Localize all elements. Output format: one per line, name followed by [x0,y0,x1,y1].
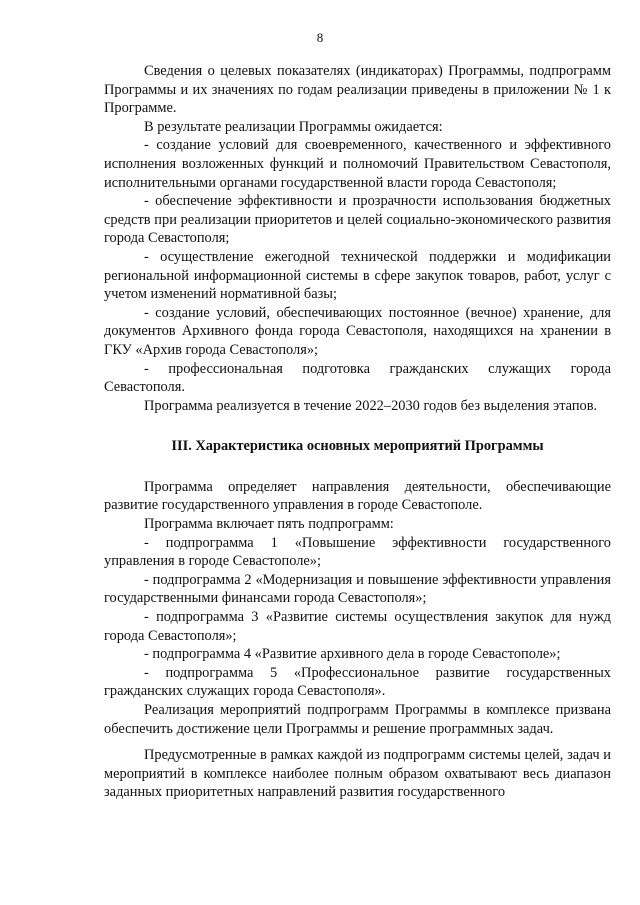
paragraph: Сведения о целевых показателях (индикаторах) Программы, подпрограмм Программы и их значениях по годам реализации приведены в приложении № 1 к Программе. [104,63,611,117]
paragraph: Программа определяет направления деятельности, обеспечивающие развитие государственного управления в городе Севастополе. [104,478,611,514]
paragraph: Предусмотренные в рамках каждой из подпрограмм системы целей, задач и мероприятий в комплексе наиболее полным образом охватывают весь диапазон заданных приоритетных направлений развития государственного [104,747,611,801]
list-item: - подпрограмма 4 «Развитие архивного дела в городе Севастополе»; [144,646,561,663]
list-item: - создание условий, обеспечивающих постоянное (вечное) хранение, для документов Архивного фонда города Севастополя, находящихся на хранении в ГКУ «Архив города Севастополя»; [104,304,611,358]
list-item: - подпрограмма 1 «Повышение эффективности государственного управления в городе Севастополе»; [104,534,611,570]
document-body [104,62,611,802]
section-heading: III. Характеристика основных мероприятий Программы [171,438,544,455]
list-item: - профессиональная подготовка гражданских служащих города Севастополя. [104,360,611,396]
paragraph: Программа включает пять подпрограмм: [144,516,394,533]
paragraph: В результате реализации Программы ожидается: [144,118,443,135]
page-number: 8 [316,30,324,45]
list-item: - осуществление ежегодной технической поддержки и модификации региональной информационной системы в сфере закупок товаров, работ, услуг с учетом изменений нормативной базы; [104,248,611,303]
list-item: - создание условий для своевременного, качественного и эффективного исполнения возложенных функций и полномочий Правительством Севастополя, исполнительными органами государственной власти города Севастополя; [104,137,611,191]
list-item: - подпрограмма 2 «Модернизация и повышение эффективности управления государственными финансами города Севастополя»; [104,571,611,607]
list-item: - обеспечение эффективности и прозрачности использования бюджетных средств при реализации приоритетов и целей социально-экономического развития города Севастополя; [104,193,611,247]
list-item: - подпрограмма 3 «Развитие системы осуществления закупок для нужд города Севастополя»; [104,609,611,644]
paragraph: Реализация мероприятий подпрограмм Программы в комплексе призвана обеспечить достижение цели Программы и решение программных задач. [104,702,611,737]
paragraph: Программа реализуется в течение 2022–2030 годов без выделения этапов. [144,397,598,414]
list-item: - подпрограмма 5 «Профессиональное развитие государственных гражданских служащих города Севастополя». [104,664,611,700]
